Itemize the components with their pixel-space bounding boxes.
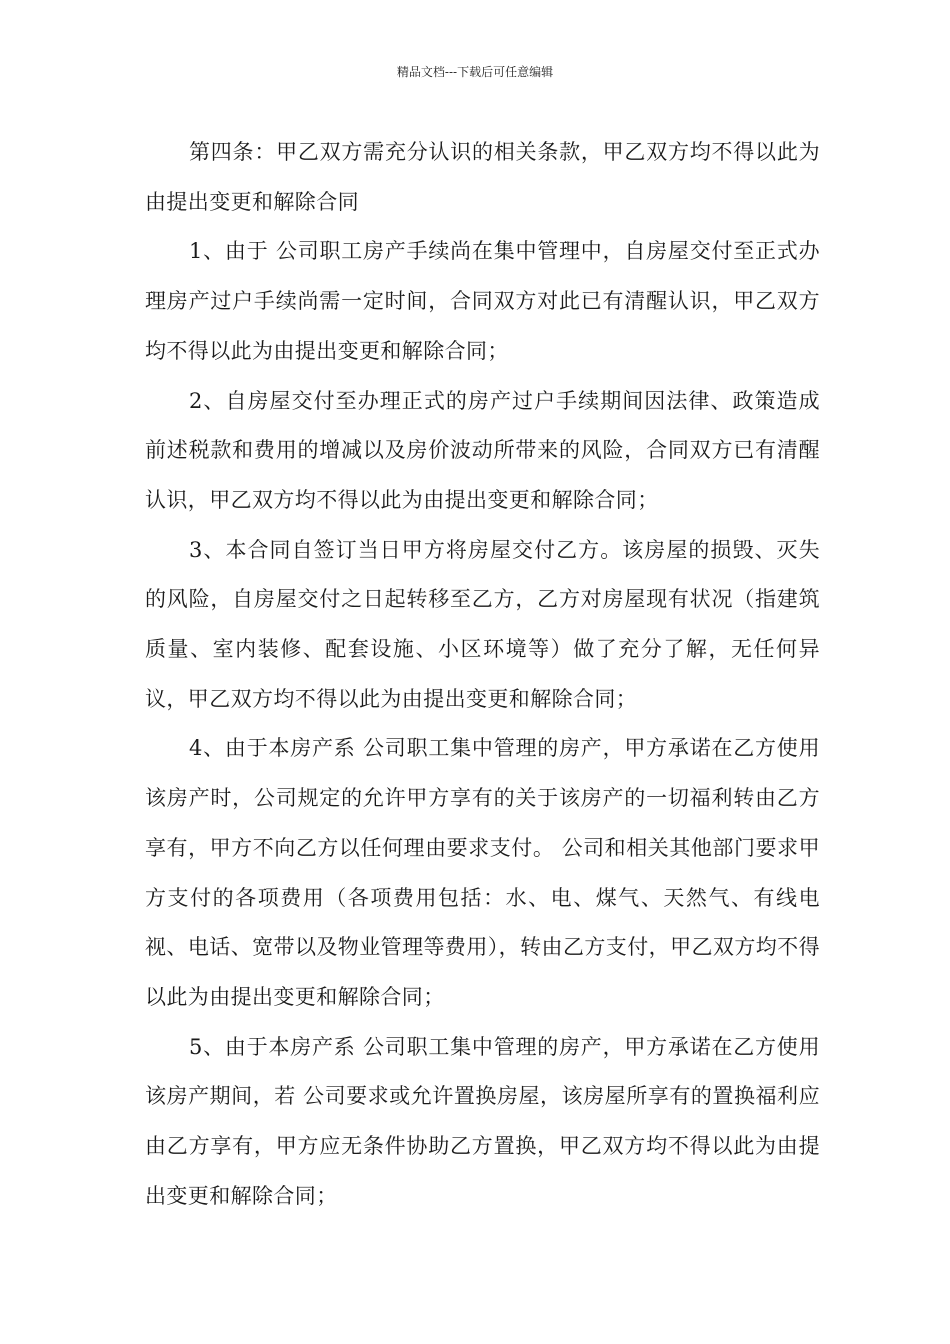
clause-item-5: 5、由于本房产系 公司职工集中管理的房产，甲方承诺在乙方使用该房产期间，若 公司要求或允许置换房屋，该房屋所享有的置换福利应由乙方享有，甲方应无条件协助乙方置换，甲乙双方均不得以此为由提出变更和解除合同； (145, 1034, 820, 1208)
clause-item-2: 2、自房屋交付至办理正式的房产过户手续期间因法律、政策造成前述税款和费用的增减以及房价波动所带来的风险，合同双方已有清醒认识，甲乙双方均不得以此为由提出变更和解除合同； (145, 388, 820, 512)
clause-heading: 第四条：甲乙双方需充分认识的相关条款，甲乙双方均不得以此为由提出变更和解除合同 (145, 140, 820, 214)
page-header: 精品文档---下载后可任意编辑 (396, 65, 554, 79)
clause-item-1: 1、由于 公司职工房产手续尚在集中管理中，自房屋交付至正式办理房产过户手续尚需一定时间，合同双方对此已有清醒认识，甲乙双方均不得以此为由提出变更和解除合同； (145, 239, 820, 363)
document-body (145, 128, 820, 1221)
clause-item-4: 4、由于本房产系 公司职工集中管理的房产，甲方承诺在乙方使用该房产时，公司规定的允许甲方享有的关于该房产的一切福利转由乙方享有，甲方不向乙方以任何理由要求支付。 公司和相关其他部门要求甲方支付的各项费用（各项费用包括：水、电、煤气、天然气、有线电视、电话、宽带以及物业管理等费用），转由乙方支付，甲乙双方均不得以此为由提出变更和解除合同； (145, 736, 820, 1009)
clause-item-3: 3、本合同自签订当日甲方将房屋交付乙方。该房屋的损毁、灭失的风险，自房屋交付之日起转移至乙方，乙方对房屋现有状况（指建筑质量、室内装修、配套设施、小区环境等）做了充分了解，无任何异议，甲乙双方均不得以此为由提出变更和解除合同； (145, 537, 820, 711)
